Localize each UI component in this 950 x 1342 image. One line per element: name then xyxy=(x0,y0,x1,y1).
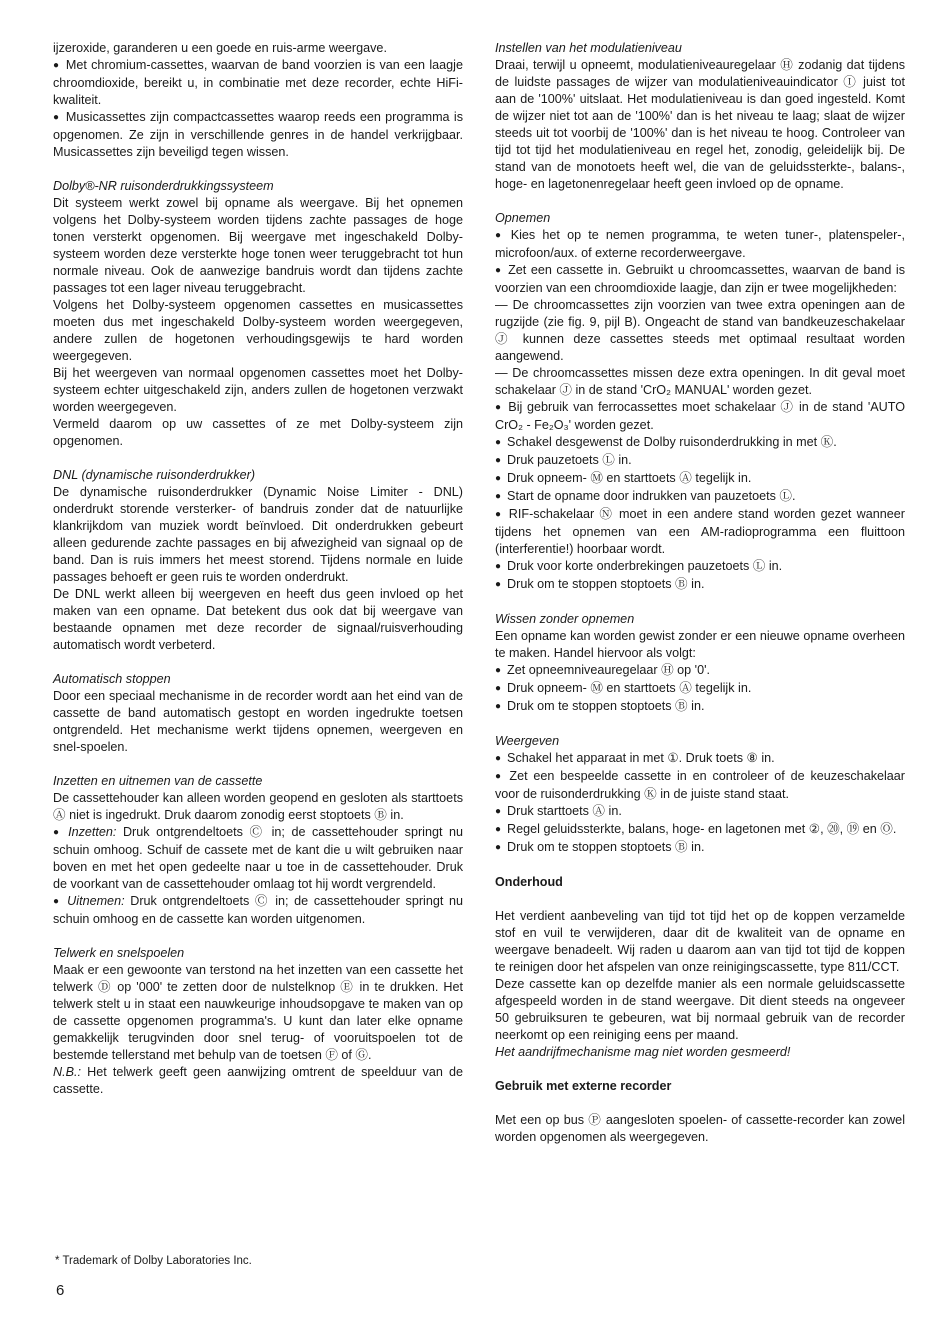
bullet-item: ● Zet een cassette in. Gebruikt u chroomcassettes, waarvan de band is voorzien van een chroomdioxide laagje, dan zijn er twee mogelijkheden: xyxy=(495,262,905,297)
paragraph: Vermeld daarom op uw cassettes of ze met Dolby-systeem zijn opgenomen. xyxy=(53,417,463,448)
section-heading-erase: Wissen zonder opnemen xyxy=(495,612,635,626)
bullet-item: ● Schakel het apparaat in met ①. Druk toets ⑧ in. xyxy=(495,750,905,768)
bullet-item: ● Met chromium-cassettes, waarvan de band voorzien is van een laagje chroomdioxide, bereikt u, in combinatie met deze recorder, echte HiFi-kwaliteit. xyxy=(53,57,463,109)
paragraph: ijzeroxide, garanderen u een goede en ruis-arme weergave. xyxy=(53,41,387,55)
paragraph: Draai, terwijl u opneemt, modulatieniveauregelaar Ⓗ zodanig dat tijdens de luidste passages de wijzer van modulatieniveauindicator Ⓘ juist tot aan de '100%' uitslaat. Het modulatieniveau is dan goed ingesteld. Komt de wijzer niet tot aan de '100%' dan is het niveau te laag; slaat de wijzer steeds uit tot voorbij de '100%' dan is het niveau te hoog. Controleer van tijd tot tijd het modulatieniveau en regel het, zonodig, geleidelijk bij. De stand van de monotoets heeft wel, die van de geluidssterkte-, balans-, hoge- en lagetonenregelaar heeft geen invloed op de opname. xyxy=(495,58,905,191)
section-heading-recording: Opnemen xyxy=(495,211,551,225)
section-heading-playback: Weergeven xyxy=(495,734,560,748)
bullet-item: ● Schakel desgewenst de Dolby ruisonderdrukking in met Ⓚ. xyxy=(495,434,905,452)
bullet-item: ● Druk voor korte onderbrekingen pauzetoets Ⓛ in. xyxy=(495,558,905,576)
paragraph: Door een speciaal mechanisme in de recorder wordt aan het eind van de cassette de band automatisch gestopt en worden ingedrukte toetsen ontgrendeld. Het mechanisme werkt tijdens opnemen, weergeven en snel-spoelen. xyxy=(53,689,463,754)
paragraph: De DNL werkt alleen bij weergeven en heeft dus geen invloed op het maken van een opname. Dat betekent dus ook dat bij weergave van bestaande opnamen met deze recorder de signaal/ruisverhouding automatisch wordt verbeterd. xyxy=(53,587,463,652)
left-column xyxy=(53,40,463,1098)
right-column xyxy=(495,40,905,1146)
dash-item: — De chroomcassettes zijn voorzien van twee extra openingen aan de rugzijde (zie fig. 9, pijl B). Ongeacht de stand van bandkeuzeschakelaar Ⓙ kunnen deze cassettes steeds met optimaal resultaat worden aangewend. xyxy=(495,298,905,363)
paragraph xyxy=(53,1064,463,1098)
bullet-item: ● Druk starttoets Ⓐ in. xyxy=(495,803,905,821)
paragraph: Een opname kan worden gewist zonder er een nieuwe opname overheen te maken. Handel hiervoor als volgt: xyxy=(495,629,905,660)
paragraph: Het verdient aanbeveling van tijd tot tijd het op de koppen verzamelde stof en vuil te verwijderen, daar dit de kwaliteit van de opname en weergave benadeelt. Wij raden u daarom aan van tijd tot tijd de koppen te reinigen door het afspelen van onze reinigingscassette, type 811/CCT. xyxy=(495,909,905,974)
bullet-item: ● Musicassettes zijn compactcassettes waarop reeds een programma is opgenomen. Ze zijn in verschillende genres in de handel verkrijgbaar. Musicassettes zijn beveiligd tegen wissen. xyxy=(53,109,463,161)
bullet-item: ● Regel geluidssterkte, balans, hoge- en lagetonen met ②, ⑳, ⑲ en Ⓞ. xyxy=(495,821,905,839)
note-text: Het telwerk geeft geen aanwijzing omtrent de speelduur van de cassette. xyxy=(53,1065,464,1096)
section-heading-dnl: DNL (dynamische ruisonderdrukker) xyxy=(53,468,256,482)
bullet-item: ● Kies het op te nemen programma, te weten tuner-, platenspeler-, microfoon/aux. of externe recorderweergave. xyxy=(495,227,905,262)
bullet-item: ● RIF-schakelaar Ⓝ moet in een andere stand worden gezet wanneer tijdens het opnemen van een AM-radioprogramma een fluittoon (interferentie!) hoorbaar wordt. xyxy=(495,506,905,558)
bullet-item xyxy=(53,824,463,893)
bullet-item: ● Druk pauzetoets Ⓛ in. xyxy=(495,452,905,470)
bullet-item: ● Druk opneem- Ⓜ en starttoets Ⓐ tegelijk in. xyxy=(495,680,905,698)
paragraph: Bij het weergeven van normaal opgenomen cassettes moet het Dolby-systeem echter uitgeschakeld zijn, anders zullen de hogetonen verzwakt worden weergegeven. xyxy=(53,366,463,414)
paragraph: De cassettehouder kan alleen worden geopend en gesloten als starttoets Ⓐ niet is ingedrukt. Druk daarom zonodig eerst stoptoets Ⓑ in. xyxy=(53,791,463,822)
section-heading-maintenance: Onderhoud xyxy=(495,875,563,889)
warning-text: Het aandrijfmechanisme mag niet worden gesmeerd! xyxy=(495,1045,791,1059)
section-heading-auto-stop: Automatisch stoppen xyxy=(53,672,171,686)
bullet-item: ● Druk om te stoppen stoptoets Ⓑ in. xyxy=(495,839,905,857)
bullet-item: ● Bij gebruik van ferrocassettes moet schakelaar Ⓙ in de stand 'AUTO CrO₂ - Fe₂O₃' worden gezet. xyxy=(495,399,905,434)
page-number: 6 xyxy=(56,1282,65,1299)
paragraph: Deze cassette kan op dezelfde manier als een normale geluidscassette afgespeeld worden in de stand weergave. Dit dient steeds na ongeveer 50 gebruiksuren te gebeuren, wat bij normaal gebruik van de recorder neerkomt op een reiniging eens per maand. xyxy=(495,977,905,1042)
paragraph: De dynamische ruisonderdrukker (Dynamic Noise Limiter - DNL) onderdrukt storende versterker- of bandruis zonder dat de natuurlijke klankrijkdom van muziek wordt beïnvloed. Dit onderdrukken gebeurt alleen gedurende zachte passages en bij afwezigheid van signaal op de band. Dan is ruis immers het meest storend. Tijdens normale en luide passages behoeft er geen ruis te worden onderdrukt. xyxy=(53,485,463,584)
bullet-item: ● Zet een bespeelde cassette in en controleer of de keuzeschakelaar voor de ruisonderdrukking Ⓚ in de juiste stand staat. xyxy=(495,768,905,803)
bullet-text: Druk ontgrendeltoets Ⓒ in; de cassettehouder springt nu schuin omhoog. Schuif de cassete met de kant die u wilt gebruiken naar boven en met het open gedeelte naar u toe in de cassettehouder. Druk de voorkant van de cassettehouder omlaag tot hij wordt vergrendeld. xyxy=(53,825,464,891)
bullet-item: ● Zet opneemniveauregelaar Ⓗ op '0'. xyxy=(495,662,905,680)
section-heading-external-recorder: Gebruik met externe recorder xyxy=(495,1079,672,1093)
paragraph: Dit systeem werkt zowel bij opname als weergave. Bij het opnemen volgens het Dolby-systeem worden tijdens zachte passages de hoge tonen versterkt opgenomen. Bij weergave met ingeschakeld Dolby-systeem worden deze versterkte hoge tonen weer teruggebracht tot hun normale niveau. Ook de aanwezige bandruis wordt dan tijdens zachte passages tot een lager niveau teruggebracht. xyxy=(53,196,463,295)
note-label: N.B.: xyxy=(53,1065,81,1079)
section-heading-dolby: Dolby®-NR ruisonderdrukkingssysteem xyxy=(53,179,274,193)
paragraph: Met een op bus Ⓟ aangesloten spoelen- of cassette-recorder kan zowel worden opgenomen als weergegeven. xyxy=(495,1113,905,1144)
paragraph: Volgens het Dolby-systeem opgenomen cassettes en musicassettes moeten dus met ingeschakeld Dolby-systeem worden weergegeven, andere zullen de hogetonen verhoudingsgewijs te hard worden weergegeven. xyxy=(53,298,463,363)
bullet-item: ● Druk opneem- Ⓜ en starttoets Ⓐ tegelijk in. xyxy=(495,470,905,488)
section-heading-modulation: Instellen van het modulatieniveau xyxy=(495,41,682,55)
bullet-label: Inzetten: xyxy=(68,825,117,839)
bullet-item: ● Start de opname door indrukken van pauzetoets Ⓛ. xyxy=(495,488,905,506)
bullet-label: Uitnemen: xyxy=(67,894,125,908)
bullet-item: ● Druk om te stoppen stoptoets Ⓑ in. xyxy=(495,576,905,594)
dash-item: — De chroomcassettes missen deze extra openingen. In dit geval moet schakelaar Ⓙ in de stand 'CrO₂ MANUAL' worden gezet. xyxy=(495,366,905,397)
footnote: * Trademark of Dolby Laboratories Inc. xyxy=(55,1255,252,1267)
section-heading-cassette: Inzetten en uitnemen van de cassette xyxy=(53,774,263,788)
section-heading-counter: Telwerk en snelspoelen xyxy=(53,946,185,960)
bullet-text: Druk ontgrendeltoets Ⓒ in; de cassettehouder springt nu schuin omhoog en de cassette kan worden uitgenomen. xyxy=(53,894,463,926)
paragraph: Maak er een gewoonte van terstond na het inzetten van een cassette het telwerk Ⓓ op '000' te zetten door de nulstelknop Ⓔ in te drukken. Het telwerk stelt u in staat een nauwkeurige inhoudsopgave te maken van op de cassette opgenomen programma's. U kunt dan later elke opname gemakkelijk terugvinden door snel terug- of vooruitspoelen tot de bestemde tellerstand met behulp van de toetsen Ⓕ of Ⓖ. xyxy=(53,963,463,1062)
bullet-item xyxy=(53,893,463,928)
bullet-item: ● Druk om te stoppen stoptoets Ⓑ in. xyxy=(495,698,905,716)
